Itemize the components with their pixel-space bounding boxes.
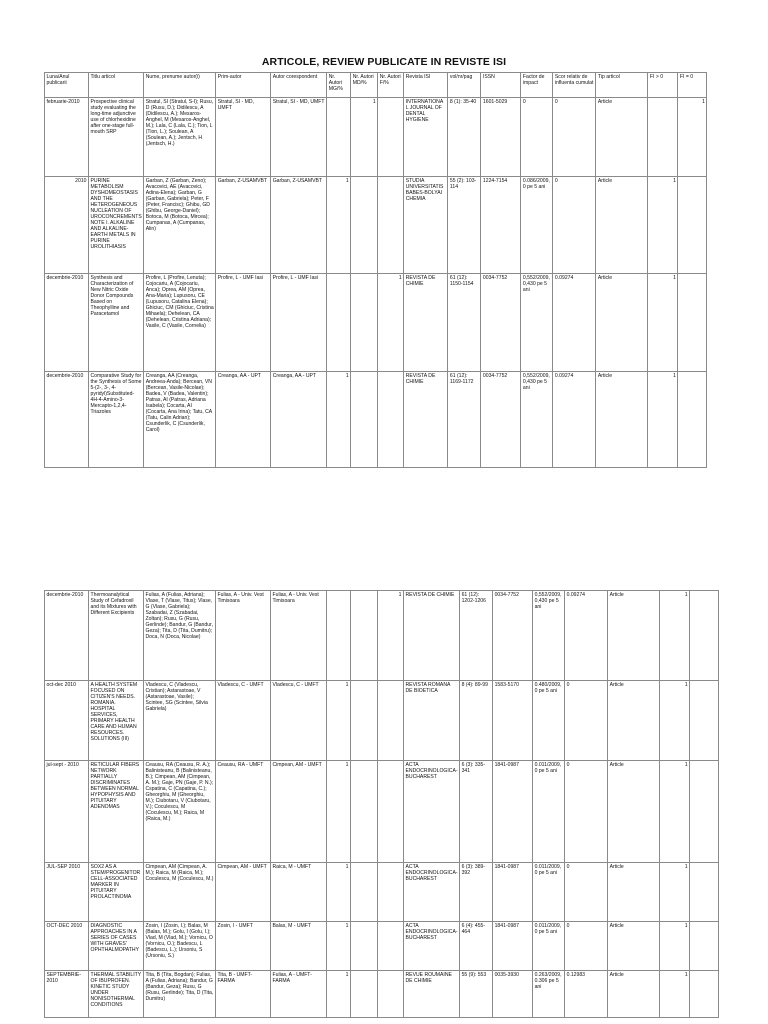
cell-nr-f: [378, 971, 404, 1018]
cell-revista: REVISTA DE CHIMIE: [404, 591, 460, 681]
cell-nr-f: [378, 372, 404, 468]
cell-issn: 1601-5029: [481, 98, 521, 177]
cell-nr-md: [351, 922, 378, 971]
cell-revista: REVUE ROUMAINE DE CHIMIE: [404, 971, 460, 1018]
cell-factor-impact: 0.011/2009, 0 pe 5 ani: [533, 761, 565, 863]
cell-factor-impact: 0.480/2009, 0 pe 5 ani: [533, 681, 565, 761]
cell-nr-md: [351, 274, 378, 372]
cell-fi-eq0: [690, 863, 719, 922]
cell-titlu: THERMAL STABILITY OF IBUPROFEN. KINETIC STUDY UNDER NONISOTHERMAL CONDITIONS: [89, 971, 144, 1018]
cell-nr-mg: [327, 274, 351, 372]
cell-autori: Fulias, A (Fulias, Adriana); Vlase, T (Vlase, Titus); Vlase, G (Vlase, Gabriela); Szabadai, Z (Szabadai, Zoltan); Rusu, G (Rusu, Gerlinde); Bandur, G (Bandur, Geza); Tita, D (Tita, Dumitru); Doca, N (Doca, Nicolae): [144, 591, 216, 681]
cell-autor-corespondent: Fulias, A - UMFT-FARMA: [271, 971, 327, 1018]
cell-luna: decembrie-2010: [45, 591, 89, 681]
cell-fi-gt0: 1: [660, 591, 690, 681]
cell-autor-corespondent: Creanga, AA - UPT: [271, 372, 327, 468]
cell-revista: REVISTA ROMANA DE BIOETICA: [404, 681, 460, 761]
cell-nr-mg: 1: [327, 177, 351, 274]
cell-issn: 1841-0987: [493, 863, 533, 922]
cell-nr-md: [351, 681, 378, 761]
cell-fi-eq0: [678, 177, 707, 274]
cell-nr-mg: 1: [327, 863, 351, 922]
cell-luna: decembrie-2010: [45, 372, 89, 468]
table-row: [45, 177, 707, 274]
cell-prim-autor: Garban, Z-USAMVBT: [216, 177, 271, 274]
cell-nr-mg: [327, 591, 351, 681]
cell-revista: STUDIA UNIVERSITATIS BABES-BOLYAI CHEMIA: [404, 177, 448, 274]
cell-revista: INTERNATIONAL JOURNAL OF DENTAL HYGIENE: [404, 98, 448, 177]
cell-titlu: Thermoanalytical Study of Cefadroxil and its Mixtures with Different Excipients: [89, 591, 144, 681]
cell-titlu: Synthesis and Characterization of New Nitric Oxide Donor Compounds Based on Theophylline and Paracetamol: [89, 274, 144, 372]
cell-autori: Tita, B (Tita, Bogdan); Fulias, A (Fulias, Adriana); Bandur, G (Bandur, Geza); Rusu, G (Rusu, Gerlinde); Tita, D (Tita, Dumitru): [144, 971, 216, 1018]
cell-nr-f: [378, 681, 404, 761]
column-header: Prim-autor: [216, 73, 271, 98]
cell-luna: 2010: [45, 177, 89, 274]
cell-autori: Zosin, I (Zosin, I.); Balas, M (Balas, M.); Golu, I (Golu, I.); Vlad, M (Vlad, M.); Vornicu, O (Vornicu, O.); Badescu, L (Badescu, L.); Ursoniu, S (Ursoniu, S.): [144, 922, 216, 971]
cell-autori: Stratul, SI (Stratul, S-I); Rusu, D (Rusu, D.); Didilescu, A (Didilescu, A.); Mesaros-Anghel, M (Mesaros-Anghel, M.); Lala, C (Lala, C.); Tion, L (Tion, L.); Soulean, A (Soulean, A.); Jentsch, H (Jentsch, H.): [144, 98, 216, 177]
cell-nr-md: [351, 761, 378, 863]
cell-scor: 0.12983: [565, 971, 608, 1018]
cell-nr-md: [351, 591, 378, 681]
cell-factor-impact: 0.086/2009, 0 pe 5 ani: [521, 177, 553, 274]
cell-tip: Article: [596, 372, 648, 468]
table-row: [45, 681, 719, 761]
cell-issn: 0035-3930: [493, 971, 533, 1018]
cell-factor-impact: 0.263/2009, 0.306 pe 5 ani: [533, 971, 565, 1018]
cell-fi-gt0: 1: [648, 372, 678, 468]
cell-vol: 6 (4): 455-464: [460, 922, 493, 971]
cell-scor: 0: [565, 922, 608, 971]
cell-scor: 0: [565, 681, 608, 761]
cell-tip: Article: [596, 98, 648, 177]
table-row: [45, 971, 719, 1018]
cell-nr-f: [378, 98, 404, 177]
table-row: [45, 274, 707, 372]
cell-tip: Article: [608, 922, 660, 971]
cell-issn: 1841-0987: [493, 922, 533, 971]
cell-fi-gt0: 1: [660, 922, 690, 971]
cell-tip: Article: [608, 761, 660, 863]
cell-revista: ACTA ENDOCRINOLOGICA-BUCHAREST: [404, 761, 460, 863]
cell-tip: Article: [608, 591, 660, 681]
cell-vol: 61 (12): 1202-1206: [460, 591, 493, 681]
cell-titlu: Prospective clinical study evaluating the long-time adjunctive use of chlorhexidine after one-stage full-mouth SRP: [89, 98, 144, 177]
header-row: [45, 73, 707, 98]
cell-nr-mg: 1: [327, 922, 351, 971]
cell-luna: oct-dec 2010: [45, 681, 89, 761]
cell-autori: Garban, Z (Garban, Zeno); Avacovici, AE (Avacovici, Adina-Elena); Garban, G (Garban, Gabriela); Peter, F (Peter, Francisc); Ghibu, GD (Ghibu, George-Daniel); Botoca, M (Botoca, Mircea); Cumpanas, A (Cumpanas, Alin): [144, 177, 216, 274]
cell-tip: Article: [596, 274, 648, 372]
cell-fi-eq0: [678, 372, 707, 468]
cell-fi-gt0: 1: [660, 681, 690, 761]
column-header: Nr. Autori MG/%: [327, 73, 351, 98]
cell-vol: 8 (4): 89-99: [460, 681, 493, 761]
column-header: Nr. Autori MD/%: [351, 73, 378, 98]
cell-autor-corespondent: Fulias, A - Univ. Vest Timisoara: [271, 591, 327, 681]
cell-issn: 1841-0987: [493, 761, 533, 863]
cell-scor: 0: [565, 761, 608, 863]
table-row: [45, 372, 707, 468]
cell-scor: 0.09274: [565, 591, 608, 681]
cell-revista: ACTA ENDOCRINOLOGICA-BUCHAREST: [404, 863, 460, 922]
cell-fi-gt0: [648, 98, 678, 177]
cell-nr-f: [378, 863, 404, 922]
cell-autori: Creanga, AA (Creanga, Andreea-Anda); Bercean, VN (Bercean, Vasile-Nicolae); Badea, V (Badea, Valentin); Patras, AI (Patras, Adriana Isabela); Cocarta, AI (Cocarta, Ana Irina); Tatu, CA (Tatu, Calin Adrian); Csunderlik, C (Csunderlik, Carol): [144, 372, 216, 468]
table-row: [45, 98, 707, 177]
table-row: [45, 863, 719, 922]
cell-tip: Article: [608, 971, 660, 1018]
cell-issn: 1224-7154: [481, 177, 521, 274]
cell-issn: 0034-7752: [493, 591, 533, 681]
column-header: Factor de impact: [521, 73, 553, 98]
cell-fi-eq0: [690, 761, 719, 863]
column-header: vol/nr/pag: [448, 73, 481, 98]
cell-luna: OCT-DEC 2010: [45, 922, 89, 971]
cell-vol: 61 (12): 1150-1154: [448, 274, 481, 372]
cell-nr-md: [351, 863, 378, 922]
cell-prim-autor: Vladescu, C - UMFT: [216, 681, 271, 761]
cell-luna: decembrie-2010: [45, 274, 89, 372]
column-header: Revista ISI: [404, 73, 448, 98]
cell-prim-autor: Ceausu, RA - UMFT: [216, 761, 271, 863]
cell-autor-corespondent: Balas, M - UMFT: [271, 922, 327, 971]
cell-fi-eq0: [690, 971, 719, 1018]
cell-luna: JUL-SEP 2010: [45, 863, 89, 922]
cell-luna: februarie-2010: [45, 98, 89, 177]
cell-scor: 0.09274: [553, 372, 596, 468]
cell-vol: 6 (3): 389-392: [460, 863, 493, 922]
column-header: Tip articol: [596, 73, 648, 98]
cell-nr-mg: 1: [327, 761, 351, 863]
cell-prim-autor: Zosin, I - UMFT: [216, 922, 271, 971]
cell-nr-mg: 1: [327, 971, 351, 1018]
cell-revista: ACTA ENDOCRINOLOGICA-BUCHAREST: [404, 922, 460, 971]
cell-tip: Article: [608, 863, 660, 922]
table-row: [45, 591, 719, 681]
cell-autor-corespondent: Raica, M - UMFT: [271, 863, 327, 922]
cell-vol: 55 (9): 553: [460, 971, 493, 1018]
cell-nr-f: [378, 922, 404, 971]
cell-scor: 0: [565, 863, 608, 922]
column-header: Nume, prenume autor(i): [144, 73, 216, 98]
cell-factor-impact: 0,552/2009, 0,430 pe 5 ani: [533, 591, 565, 681]
cell-factor-impact: 0,552/2009, 0,430 pe 5 ani: [521, 274, 553, 372]
cell-vol: 6 (3): 335-341: [460, 761, 493, 863]
cell-tip: Article: [608, 681, 660, 761]
cell-issn: 0034-7752: [481, 274, 521, 372]
column-header: Autor corespondent: [271, 73, 327, 98]
cell-titlu: SOX2 AS A STEM/PROGENITOR CELL-ASSOCIATED MARKER IN PITUITARY PROLACTINOMA: [89, 863, 144, 922]
cell-luna: SEPTEMBRIE-2010: [45, 971, 89, 1018]
cell-nr-mg: 1: [327, 681, 351, 761]
cell-vol: 55 (2): 103-114: [448, 177, 481, 274]
cell-autor-corespondent: Vladescu, C - UMFT: [271, 681, 327, 761]
cell-fi-eq0: 1: [678, 98, 707, 177]
cell-nr-md: [351, 177, 378, 274]
cell-nr-md: [351, 971, 378, 1018]
cell-scor: 0.09274: [553, 274, 596, 372]
cell-factor-impact: 0.011/2009, 0 pe 5 ani: [533, 863, 565, 922]
column-header: Luna/Anul publicarii: [45, 73, 89, 98]
articles-table-page-1: [44, 72, 707, 468]
cell-nr-mg: [327, 98, 351, 177]
cell-vol: 61 (12): 1169-1172: [448, 372, 481, 468]
cell-prim-autor: Profire, L - UMF Iasi: [216, 274, 271, 372]
cell-prim-autor: Stratul, SI - MD, UMFT: [216, 98, 271, 177]
column-header: FI > 0: [648, 73, 678, 98]
cell-vol: 8 (1): 35-40: [448, 98, 481, 177]
cell-nr-md: [351, 372, 378, 468]
cell-autor-corespondent: Profire, L - UMF Iasi: [271, 274, 327, 372]
articles-table-page-2: [44, 590, 719, 1018]
cell-autori: Profire, L (Profire, Lenuta); Cojocariu, A (Cojocariu, Anca); Oprea, AM (Oprea, Ana-Maria); Lupusoru, CE (Lupusoru, Catalina Elena); Ghiciuc, CM (Ghiciuc, Cristina Mihaela); Dehelean, CA (Dehelean, Cristina Adriana); Vasile, C (Vasile, Cornelia): [144, 274, 216, 372]
cell-fi-gt0: 1: [648, 274, 678, 372]
cell-fi-eq0: [690, 591, 719, 681]
cell-scor: 0: [553, 177, 596, 274]
cell-fi-eq0: [690, 681, 719, 761]
cell-titlu: DIAGNOSTIC APPROACHES IN A SERIES OF CASES WITH GRAVES' OPHTHALMOPATHY: [89, 922, 144, 971]
cell-titlu: A HEALTH SYSTEM FOCUSED ON CITIZEN'S NEEDS. ROMANIA. HOSPITAL SERVICES, PRIMARY HEALTH CARE AND HUMAN RESOURCES. SOLUTIONS (III): [89, 681, 144, 761]
cell-autori: Ceausu, RA (Ceausu, R. A.); Balinisteanu, B (Balinisteanu, B.); Cimpean, AM (Cimpean, A. M.); Gaje, PN (Gaje, P. N.); Cspatina, C (Capatina, C.); Gheorghiu, M (Gheorghiu, M.); Ciubotaru, V (Ciubotaru, V.); Coculescu, M (Coculescu, M.); Raica, M (Raica, M.): [144, 761, 216, 863]
cell-nr-f: [378, 177, 404, 274]
table-row: [45, 922, 719, 971]
cell-nr-f: 1: [378, 274, 404, 372]
cell-nr-md: 1: [351, 98, 378, 177]
cell-fi-gt0: 1: [660, 761, 690, 863]
cell-nr-f: [378, 761, 404, 863]
cell-fi-eq0: [678, 274, 707, 372]
cell-revista: REVISTA DE CHIMIE: [404, 372, 448, 468]
cell-nr-f: 1: [378, 591, 404, 681]
cell-fi-eq0: [690, 922, 719, 971]
cell-issn: 1583-5170: [493, 681, 533, 761]
cell-tip: Article: [596, 177, 648, 274]
cell-factor-impact: 0.011/2009, 0 pe 5 ani: [533, 922, 565, 971]
cell-revista: REVISTA DE CHIMIE: [404, 274, 448, 372]
cell-autor-corespondent: Cimpean, AM - UMFT: [271, 761, 327, 863]
cell-issn: 0034-7752: [481, 372, 521, 468]
column-header: Titlu articol: [89, 73, 144, 98]
column-header: Nr. Autori F/%: [378, 73, 404, 98]
cell-luna: jul-sept - 2010: [45, 761, 89, 863]
cell-prim-autor: Tita, B - UMFT-FARMA: [216, 971, 271, 1018]
cell-titlu: Comparative Study for the Synthesis of Some 5-(2-, 3-, 4-pyridyl)Substituted-4H-4-Amino-3-Mercapto-1,2,4-Triazoles: [89, 372, 144, 468]
cell-factor-impact: 0,552/2009, 0,430 pe 5 ani: [521, 372, 553, 468]
cell-autori: Vladescu, C (Vladescu, Cristian); Astarastoae, V (Astarastoae, Vasile); Scintee, SG (Scintee, Silvia Gabriela): [144, 681, 216, 761]
column-header: FI = 0: [678, 73, 707, 98]
cell-prim-autor: Cimpean, AM - UMFT: [216, 863, 271, 922]
cell-nr-mg: 1: [327, 372, 351, 468]
cell-prim-autor: Fulias, A - Univ. Vest Timisoara: [216, 591, 271, 681]
column-header: Scor relativ de influenta cumulat: [553, 73, 596, 98]
cell-autor-corespondent: Garban, Z-USAMVBT: [271, 177, 327, 274]
cell-fi-gt0: 1: [660, 971, 690, 1018]
column-header: ISSN: [481, 73, 521, 98]
cell-titlu: RETICULAR FIBERS NETWORK PARTIALLY DISCRIMINATES BETWEEN NORMAL HYPOPHYSIS AND PITUITARY ADENOMAS: [89, 761, 144, 863]
cell-autori: Cimpean, AM (Cimpean, A. M.); Raica, M (Raica, M.); Coculescu, M (Coculescu, M.): [144, 863, 216, 922]
cell-factor-impact: 0: [521, 98, 553, 177]
cell-fi-gt0: 1: [660, 863, 690, 922]
cell-titlu: PURINE METABOLISM DYSHOMEOSTASIS AND THE HETEROGENEOUS NUCLEATION OF UROCONCREMENTS NOTE I. ALKALINE AND ALKALINE-EARTH METALS IN PURINE UROLITHIASIS: [89, 177, 144, 274]
table-row: [45, 761, 719, 863]
page-title: ARTICOLE, REVIEW PUBLICATE IN REVISTE ISI: [261, 56, 507, 68]
cell-autor-corespondent: Stratul, SI - MD, UMFT: [271, 98, 327, 177]
cell-scor: 0: [553, 98, 596, 177]
cell-prim-autor: Creanga, AA - UPT: [216, 372, 271, 468]
cell-fi-gt0: 1: [648, 177, 678, 274]
